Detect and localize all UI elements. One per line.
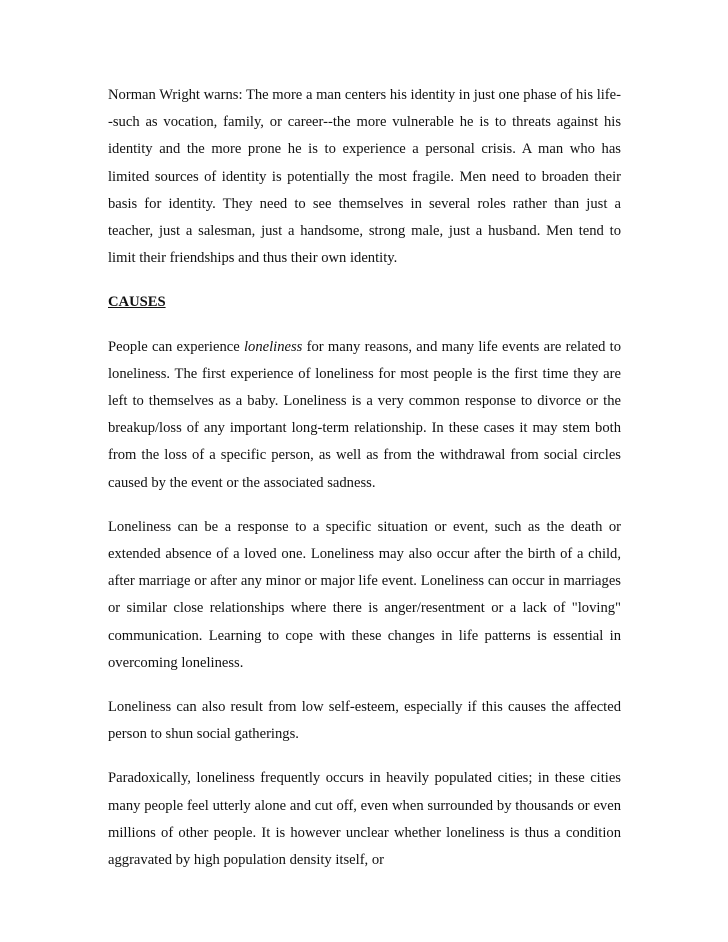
- paragraph-causes-intro-start: People can experience: [108, 338, 244, 355]
- document-page: [108, 82, 621, 891]
- section-heading-causes: CAUSES: [108, 294, 166, 311]
- paragraph-situation-response: Loneliness can be a response to a specific situation or event, such as the death or extended absence of a loved one. Loneliness may also occur after the birth of a child, after marriage or after any minor or major life event. Loneliness can occur in marriages or similar close relationships where there is anger/resentment or a lack of "loving" communication. Learning to cope with these changes in life patterns is essential in overcoming loneliness.: [108, 518, 621, 671]
- paragraph-causes-intro: [108, 334, 621, 497]
- paragraph-causes-intro-rest: for many reasons, and many life events are related to loneliness. The first experience of loneliness for most people is the first time they are left to themselves as a baby. Loneliness is a very common response to divorce or the breakup/loss of any important long-term relationship. In these cases it may stem both from the loss of a specific person, as well as from the withdrawal from social circles caused by the event or the associated sadness.: [108, 338, 621, 491]
- paragraph-self-esteem: Loneliness can also result from low self-esteem, especially if this causes the affected person to shun social gatherings.: [108, 699, 621, 743]
- paragraph-populated-cities: Paradoxically, loneliness frequently occurs in heavily populated cities; in these cities many people feel utterly alone and cut off, even when surrounded by thousands or even millions of other people. It is however unclear whether loneliness is thus a condition aggravated by high population density itself, or: [108, 770, 621, 869]
- emphasis-loneliness: loneliness: [243, 338, 303, 355]
- paragraph-norman-wright: Norman Wright warns: The more a man centers his identity in just one phase of his life--such as vocation, family, or career--the more vulnerable he is to threats against his identity and the more prone he is to experience a personal crisis. A man who has limited sources of identity is potentially the most fragile. Men need to broaden their basis for identity. They need to see themselves in several roles rather than just a teacher, just a salesman, just a handsome, strong male, just a husband. Men tend to limit their friendships and thus their own identity.: [108, 87, 621, 267]
